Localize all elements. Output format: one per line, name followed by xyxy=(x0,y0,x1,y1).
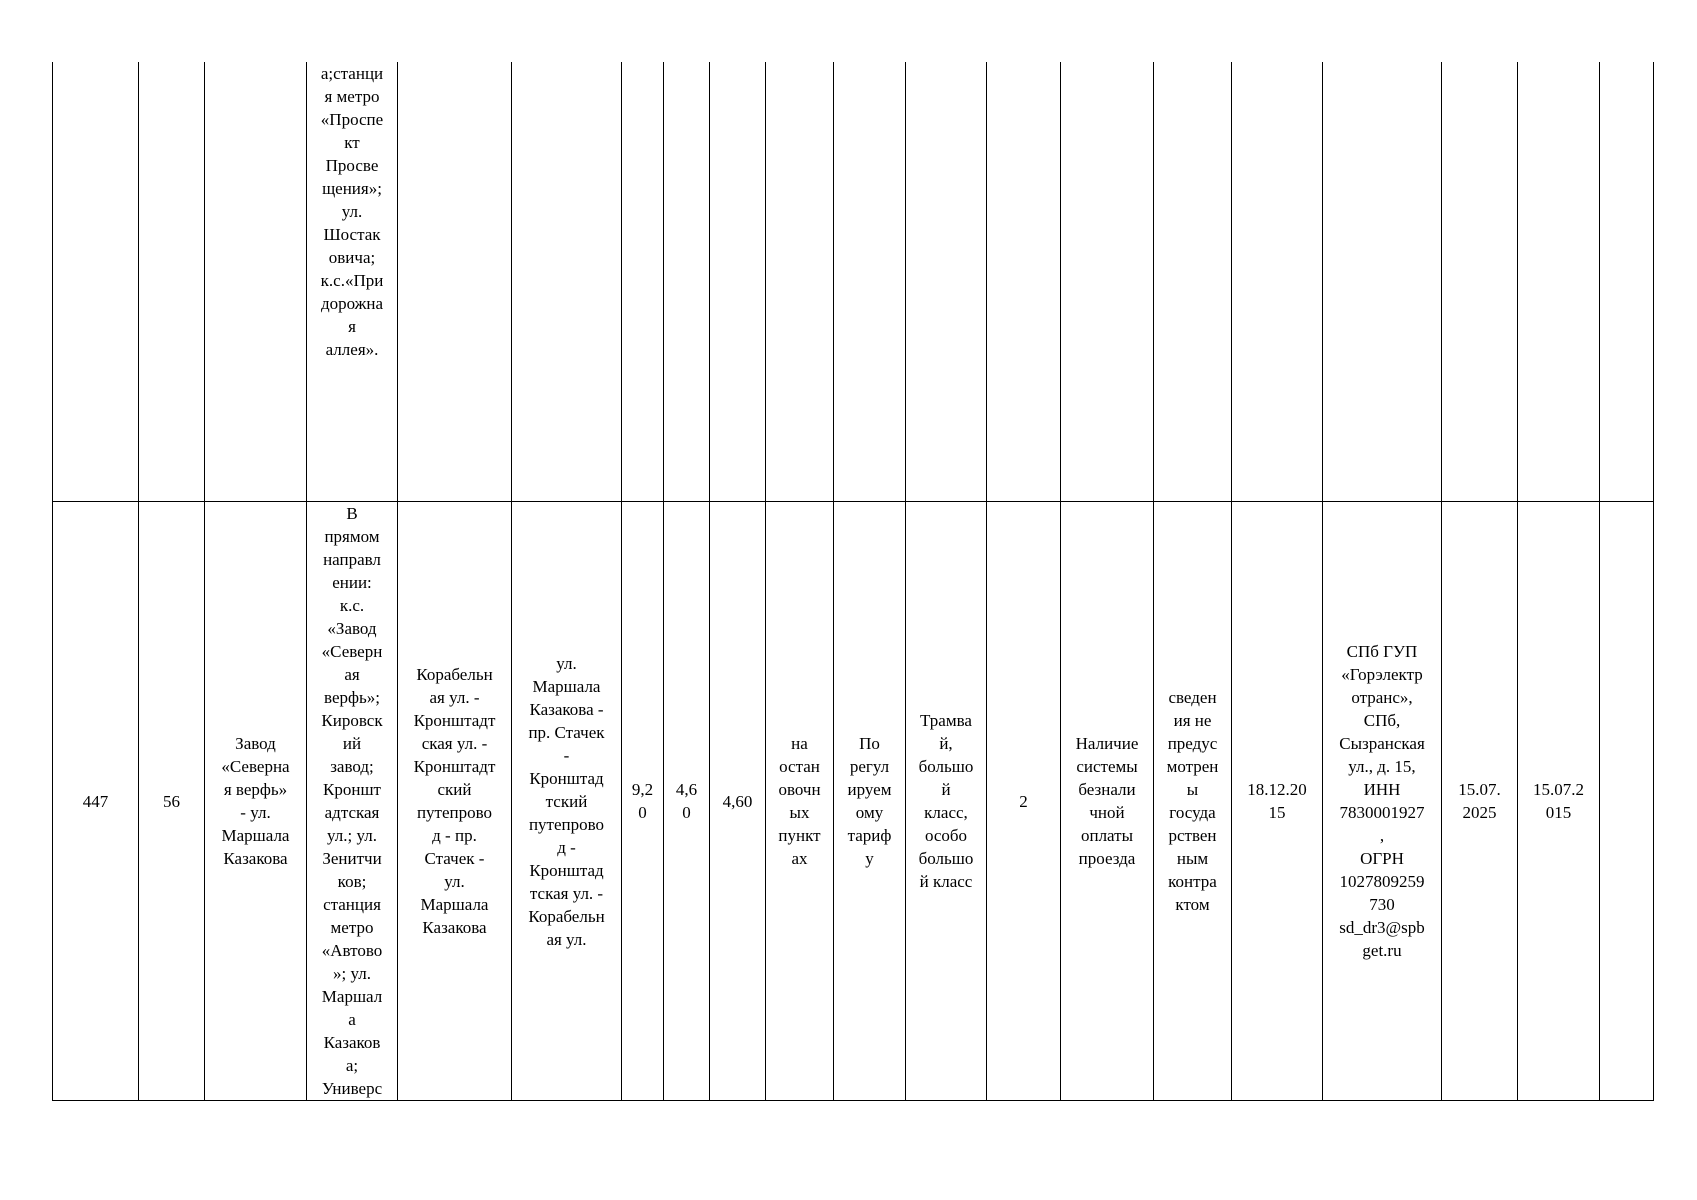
stop-order-cell xyxy=(766,62,834,502)
route-name-cell xyxy=(205,62,307,502)
route-registry-table xyxy=(52,62,1654,1101)
carrier-info-cell xyxy=(1323,62,1442,502)
date-a-cell xyxy=(1442,62,1518,502)
date-b-cell xyxy=(1518,62,1600,502)
stops-list-cell: а;станци я метро «Проспе кт Просве щения»; ул. Шостак овича; к.с.«При дорожна я аллея». xyxy=(307,62,398,502)
vehicle-count-cell: 2 xyxy=(987,502,1061,1101)
route-code-cell xyxy=(139,62,205,502)
tariff-cell xyxy=(834,62,906,502)
payment-system-cell: Наличие системы безнали чной оплаты проезда xyxy=(1061,502,1154,1101)
length-back-cell xyxy=(664,62,710,502)
length-total-cell: 4,60 xyxy=(710,502,766,1101)
contract-info-cell: сведен ия не предус мотрен ы госуда рствен ным контра ктом xyxy=(1154,502,1232,1101)
table-row xyxy=(53,62,1654,502)
route-number-cell: 447 xyxy=(53,502,139,1101)
stop-order-cell: на остан овочн ых пункт ах xyxy=(766,502,834,1101)
extra-cell xyxy=(1600,62,1654,502)
extra-cell xyxy=(1600,502,1654,1101)
date-a-cell: 15.07. 2025 xyxy=(1442,502,1518,1101)
start-date-cell xyxy=(1232,62,1323,502)
vehicle-type-cell: Трамва й, большо й класс, особо большо й класс xyxy=(906,502,987,1101)
length-forward-cell xyxy=(622,62,664,502)
stops-list-cell: В прямом направл ении: к.с. «Завод «Северн ая верфь»; Кировск ий завод; Кроншт адтская ул.; ул. Зенитчи ков; станция метро «Автово »; ул. Маршал а Казаков а; Универс xyxy=(307,502,398,1101)
carrier-info-cell: СПб ГУП «Горэлектр отранс», СПб, Сызранская ул., д. 15, ИНН 7830001927 , ОГРН 1027809259 730 sd_dr3@spb get.ru xyxy=(1323,502,1442,1101)
length-forward-cell: 9,2 0 xyxy=(622,502,664,1101)
streets-forward-cell: Корабельн ая ул. - Кронштадт ская ул. - Кронштадт ский путепрово д - пр. Стачек - ул. Маршала Казакова xyxy=(398,502,512,1101)
vehicle-count-cell xyxy=(987,62,1061,502)
streets-back-cell xyxy=(512,62,622,502)
route-name-cell: Завод «Северна я верфь» - ул. Маршала Казакова xyxy=(205,502,307,1101)
vehicle-type-cell xyxy=(906,62,987,502)
table-row xyxy=(53,502,1654,1101)
contract-info-cell xyxy=(1154,62,1232,502)
payment-system-cell xyxy=(1061,62,1154,502)
streets-forward-cell xyxy=(398,62,512,502)
route-number-cell xyxy=(53,62,139,502)
start-date-cell: 18.12.20 15 xyxy=(1232,502,1323,1101)
length-back-cell: 4,6 0 xyxy=(664,502,710,1101)
tariff-cell: По регул ируем ому тариф у xyxy=(834,502,906,1101)
route-code-cell: 56 xyxy=(139,502,205,1101)
streets-back-cell: ул. Маршала Казакова - пр. Стачек - Кронштад тский путепрово д - Кронштад тская ул. - Корабельн ая ул. xyxy=(512,502,622,1101)
length-total-cell xyxy=(710,62,766,502)
date-b-cell: 15.07.2 015 xyxy=(1518,502,1600,1101)
